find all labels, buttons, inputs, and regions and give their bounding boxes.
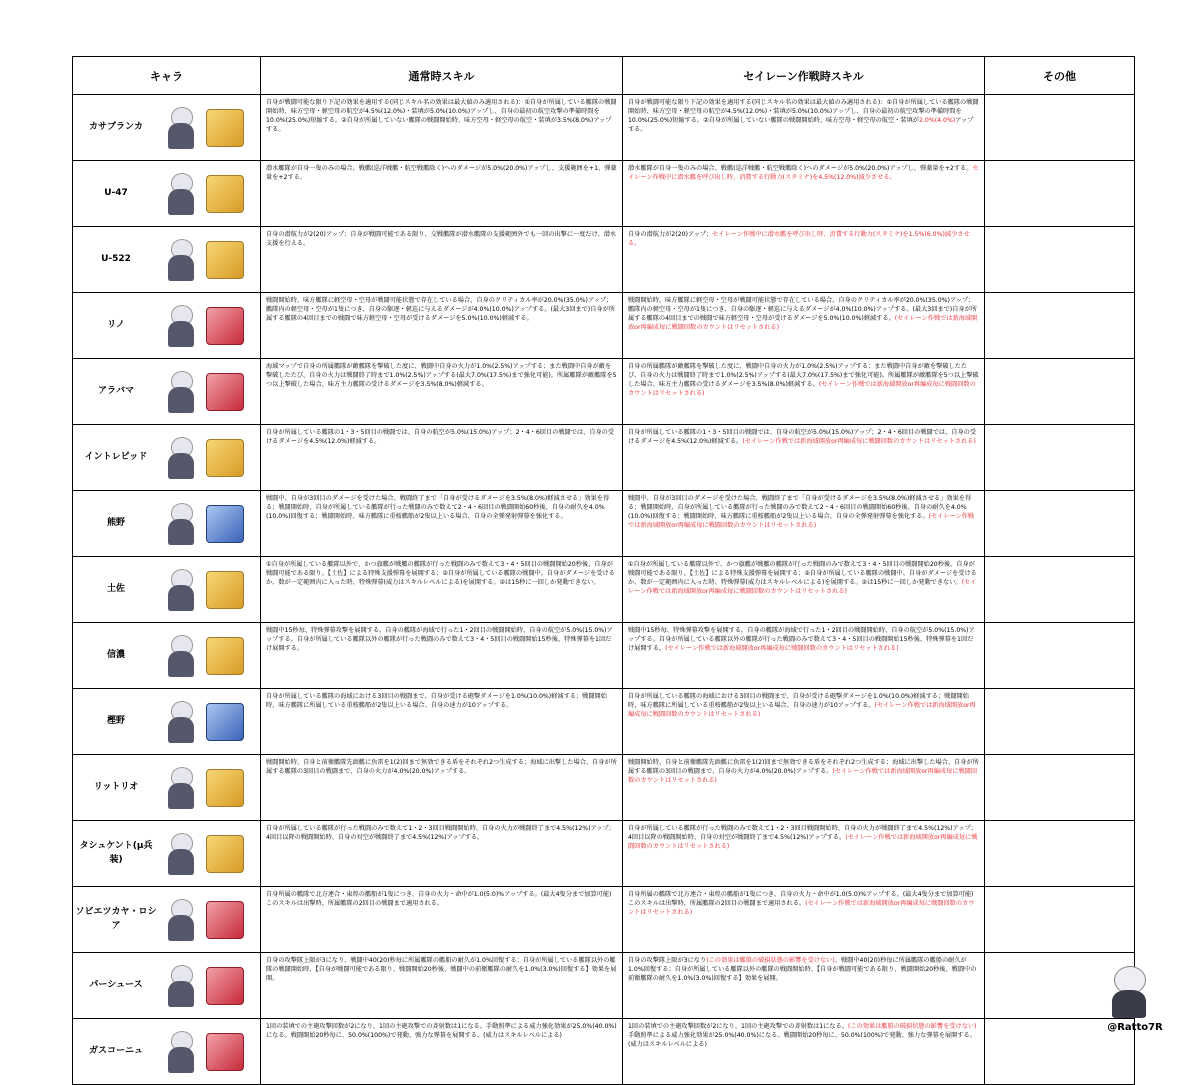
character-portrait <box>159 169 203 219</box>
siren-skill-text: 戦闘開始時、自身と前衛艦隊先頭艦に魚雷を1(2)回まで無効できる盾をそれぞれ2つ生成する；海域に出撃した場合、自身が所属する艦隊の3回目の戦闘まで、自身の火力が4.0%(20.0%)アップする。 <box>628 759 979 775</box>
normal-skill-text: 自身所属の艦隊で北方連合・東煌の艦船が1隻につき、自身の火力・命中が1.0(5.0)%アップする。(最大4隻分まで加算可能) このスキルは出撃時、所属艦隊の2回目の戦闘まで適用される。 <box>261 887 623 953</box>
siren-skill-cell <box>623 821 985 887</box>
siren-skill-note: セイレーン作戦中に潜水艦を呼び出し時、消費する行動力(スタミナ)を4.5%(12.0%)減少させる。 <box>628 165 979 181</box>
table-row <box>73 689 1135 755</box>
table-row <box>73 491 1135 557</box>
other-cell <box>985 689 1135 755</box>
character-name: カサブランカ <box>88 121 143 132</box>
siren-skill-cell <box>623 95 985 161</box>
character-portrait <box>159 103 203 153</box>
siren-skill-cell <box>623 1019 985 1085</box>
siren-skill-cell <box>623 623 985 689</box>
skill-icon <box>206 703 244 741</box>
header-siren-skill: セイレーン作戦時スキル <box>623 57 985 95</box>
other-cell <box>985 491 1135 557</box>
siren-skill-note: セイレーン作戦中に潜水艦を呼び出し時、消費する行動力(スタミナ)を1.5%(6.0%)減少させる。 <box>628 231 970 247</box>
siren-skill-text: 1回の装填での主砲攻撃回数が2になり、1回の主砲攻撃での斉射数は1になる。 <box>628 1023 848 1030</box>
siren-skill-note: (セイレーン作戦では新海域開放or再編成毎に戦闘回数のカウントはリセットされる) <box>628 833 978 850</box>
normal-skill-text: 自身の潜航力が2(20)アップ；自身が戦闘可能である限り、交戦艦隊が潜水艦隊の支援範囲外でも一回の出撃に一度だけ、潜水支援を行える。 <box>261 227 623 293</box>
siren-skill-note: 2.0%(4.0%) <box>919 116 956 124</box>
siren-skill-cell <box>623 293 985 359</box>
character-portrait <box>159 763 203 813</box>
siren-skill-cell <box>623 227 985 293</box>
character-portrait <box>159 697 203 747</box>
siren-skill-text: 潜水艦隊が自身一隻のみの場合、戦艦(巡洋戦艦・航空戦艦除く)へのダメージが5.0%(20.0%)アップし、弾薬量を+2する。 <box>628 165 973 172</box>
character-cell <box>73 1019 261 1085</box>
siren-skill-text: 自身が所属している艦隊の1・3・5回目の戦闘では、自身の航空が5.0%(15.0%)アップ；2・4・6回目の戦闘では、自身の受けるダメージを4.5%(12.0%)軽減する。 <box>628 429 977 445</box>
other-cell <box>985 227 1135 293</box>
character-name: 信濃 <box>106 649 125 660</box>
siren-skill-note: (セイレーン作戦では新海域開放or再編成毎に戦闘回数のカウントはリセットされる) <box>628 578 977 595</box>
character-cell <box>73 953 261 1019</box>
header-chara: キャラ <box>73 57 261 95</box>
skill-icon <box>206 769 244 807</box>
siren-skill-note: (セイレーン作戦では新海域開放or再編成毎に戦闘回数のカウントはリセットされる) <box>628 767 978 784</box>
character-cell <box>73 821 261 887</box>
skills-table <box>72 56 1135 1085</box>
skill-icon <box>206 505 244 543</box>
character-cell <box>73 161 261 227</box>
skill-icon <box>206 637 244 675</box>
siren-skill-text: 戦闘中、自身が3回目のダメージを受けた場合、戦闘終了まで「自身が受けるダメージを3.5%(8.0%)軽減させる」効果を得る；戦闘開始時、自身が所属している艦隊が行った戦闘のみで数えて2・4・6回目の戦闘開始60秒後、自身の耐久を4.0%(10.0%)回復する；戦闘開始時、味方艦隊に重桜艦船が2隻以上いる場合、自身の全弾発射弾幕を強化する。 <box>628 495 972 520</box>
normal-skill-text: 自身が所属している艦隊が行った戦闘のみで数えて1・2・3回目戦闘開始時、自身の火力が戦闘終了まで4.5%(12%)アップ；4回目以降の戦闘開始時、自身の対空が戦闘終了まで4.5%(12%)アップする。 <box>261 821 623 887</box>
character-name: 樫野 <box>106 715 125 726</box>
character-name: ガスコーニュ <box>88 1045 143 1056</box>
character-name: 土佐 <box>106 583 125 594</box>
character-name: リノ <box>107 319 125 330</box>
siren-skill-cell <box>623 689 985 755</box>
skill-icon <box>206 175 244 213</box>
character-portrait <box>159 631 203 681</box>
character-name: U-522 <box>101 253 131 264</box>
skill-icon <box>206 439 244 477</box>
siren-skill-note: (セイレーン作戦では新海域開放or再編成毎に戦闘回数のカウントはリセットされる) <box>628 899 975 916</box>
normal-skill-text: 自身の攻撃隊上限が3になり、戦闘中40(20)秒毎に所属艦隊の艦船の耐久が1.0%回復する；自身が所属している艦隊以外の艦隊の戦闘開始時、【自身が戦闘可能である限り、戦闘開始20秒後、戦闘中の前衛艦隊の耐久を1.0%(3.0%)回復する】効果を展開。 <box>261 953 623 1019</box>
siren-skill-cell <box>623 557 985 623</box>
siren-skill-text: 戦闘中15秒毎、特殊弾幕攻撃を展開する。自身の艦隊が海域で行った1・2回目の戦闘開始時、自身の航空が5.0%(15.0%)アップする。自身が所属している艦隊以外の艦隊が行った戦闘のみで数えて3・4・5回目の戦闘開始15秒後、特殊弾幕を1回だけ展開する。 <box>628 627 975 652</box>
siren-skill-text: 自身所属の艦隊で北方連合・東煌の艦船が1隻につき、自身の火力・命中が1.0(5.0)%アップする。(最大4隻分まで加算可能) このスキルは出撃時、所属艦隊の2回目の戦闘まで適用される。 <box>628 891 974 907</box>
character-name: U-47 <box>104 187 128 198</box>
table-row <box>73 623 1135 689</box>
author-watermark <box>1080 962 1190 1040</box>
siren-skill-tail: 、戦闘中40(20)秒毎に所属艦隊の艦船の耐久が1.0%回復する；自身が所属している艦隊以外の艦隊の戦闘開始時、【自身が戦闘可能である限り、戦闘開始20秒後、戦闘中の前衛艦隊の耐久を1.0%(3.0%)回復する】効果を展開。 <box>628 957 977 982</box>
skill-icon <box>206 1033 244 1071</box>
skill-icon <box>206 373 244 411</box>
skill-icon <box>206 835 244 873</box>
table-row <box>73 887 1135 953</box>
character-cell <box>73 557 261 623</box>
character-portrait <box>159 367 203 417</box>
siren-skill-cell <box>623 887 985 953</box>
normal-skill-text: 戦闘開始時、自身と前衛艦隊先頭艦に魚雷を1(2)回まで無効できる盾をそれぞれ2つ生成する；海域に出撃した場合、自身が所属する艦隊の3回目の戦闘まで、自身の火力が4.0%(20.0%)アップする。 <box>261 755 623 821</box>
skill-icon <box>206 109 244 147</box>
character-portrait <box>159 961 203 1011</box>
table-row <box>73 359 1135 425</box>
normal-skill-text: 潜水艦隊が自身一隻のみの場合、戦艦(巡洋戦艦・航空戦艦除く)へのダメージが5.0%(20.0%)アップし、支援範囲を+1、弾薬量を+2する。 <box>261 161 623 227</box>
header-row <box>73 57 1135 95</box>
table-row <box>73 953 1135 1019</box>
table-row <box>73 161 1135 227</box>
character-portrait <box>159 499 203 549</box>
character-portrait <box>159 565 203 615</box>
normal-skill-text: 海域マップで自身の所属艦隊が敵艦隊を撃破した度に、戦闘中自身の火力が1.0%(2.5%)アップする；また戦闘中自身が敵を撃破したたび、自身の火力は戦闘終了時まで1.0%(2.5%)アップする(最大7.0%(17.5%)まで強化可能)。所属艦隊が敵艦隊を5つ以上撃破した場合、味方主力艦隊の受けるダメージを3.5%(8.0%)軽減する。 <box>261 359 623 425</box>
character-portrait <box>159 829 203 879</box>
siren-skill-note: (セイレーン作戦では新海域開放or再編成毎に戦闘回数のカウントはリセットされる) <box>628 512 975 529</box>
other-cell <box>985 161 1135 227</box>
skill-icon <box>206 307 244 345</box>
character-portrait <box>159 895 203 945</box>
siren-skill-text: 自身の攻撃隊上限が3になり <box>628 957 707 964</box>
siren-skill-note: (セイレーン作戦では新海域開放or再編成毎に戦闘回数のカウントはリセットされる) <box>665 644 899 652</box>
character-portrait <box>159 301 203 351</box>
normal-skill-text: 自身が所属している艦隊の1・3・5回目の戦闘では、自身の航空が5.0%(15.0%)アップ；2・4・6回目の戦闘では、自身の受けるダメージを4.5%(12.0%)軽減する。 <box>261 425 623 491</box>
author-handle: @Ratto7R <box>1107 1022 1163 1033</box>
character-name: パーシュース <box>89 979 143 990</box>
header-normal-skill: 通常時スキル <box>261 57 623 95</box>
siren-skill-cell <box>623 491 985 557</box>
normal-skill-text: 1回の装填での主砲攻撃回数が2になり、1回の主砲攻撃での斉射数は1になる。手動照準による威力強化効果が25.0%(40.0%)になる。戦闘開始20秒毎に、50.0%(100%)で発動、強力な弾幕を展開する。(威力はスキルレベルによる) <box>261 1019 623 1085</box>
table-row <box>73 95 1135 161</box>
character-portrait <box>159 235 203 285</box>
other-cell <box>985 425 1135 491</box>
table-row <box>73 425 1135 491</box>
siren-skill-cell <box>623 953 985 1019</box>
normal-skill-text: 戦闘中15秒毎、特殊弾幕攻撃を展開する。自身の艦隊が海域で行った1・2回目の戦闘開始時、自身の航空が5.0%(15.0%)アップする。自身が所属している艦隊以外の艦隊が行った戦闘のみで数えて3・4・5回目の戦闘開始15秒後、特殊弾幕を1回だけ展開する。 <box>261 623 623 689</box>
character-name: 熊野 <box>106 517 125 528</box>
other-cell <box>985 557 1135 623</box>
siren-skill-tail: アップする。 <box>628 116 974 133</box>
character-cell <box>73 755 261 821</box>
siren-skill-tail: 手動照準による威力強化効果が25.0%(40.0%)になる。戦闘開始20秒毎に、50.0%(100%)で発動、強力な弾幕を展開する。(威力はスキルレベルによる) <box>628 1031 976 1048</box>
skill-icon <box>206 571 244 609</box>
character-cell <box>73 359 261 425</box>
other-cell <box>985 887 1135 953</box>
siren-skill-note: (この効果は艦船の破損状態の影響を受けない) <box>847 1023 977 1030</box>
siren-skill-note: (セイレーン作戦では新海域開放or再編成毎に戦闘回数のカウントはリセットされる) <box>628 314 978 331</box>
normal-skill-text: 戦闘中、自身が3回目のダメージを受けた場合、戦闘終了まで「自身が受けるダメージを3.5%(8.0%)軽減させる」効果を得る；戦闘開始時、自身が所属している艦隊が行った戦闘のみで数えて2・4・6回目の戦闘開始60秒後、自身の耐久を4.0%(10.0%)回復する；戦闘開始時、味方艦隊に重桜艦船が2隻以上いる場合、自身の全弾発射弾幕を強化する。 <box>261 491 623 557</box>
character-cell <box>73 95 261 161</box>
skill-icon <box>206 967 244 1005</box>
siren-skill-text: 自身が戦闘可能な限り下記の効果を適用する(同じスキル名の効果は最大値のみ適用される)：①自身が所属している艦隊の戦闘開始時、味方空母・軽空母の航空が4.5%(12.0%)・装填が5.0%(10.0%)アップし、自身の最初の航空攻撃の準備時間を10.0%(25.0%)短縮する。②自身が所属していない艦隊の戦闘開始時、味方空母・軽空母の航空・装填が <box>628 99 979 124</box>
character-portrait <box>159 1027 203 1077</box>
siren-skill-text: 自身が所属している艦隊が行った戦闘のみで数えて1・2・3回目戦闘開始時、自身の火力が戦闘終了まで4.5%(12%)アップ；4回目以降の戦闘開始時、自身の対空が戦闘終了まで4.5%(12%)アップする。 <box>628 825 977 841</box>
siren-skill-text: 自身の潜航力が2(20)アップ； <box>628 231 713 238</box>
character-cell <box>73 689 261 755</box>
character-name: アラバマ <box>97 385 134 396</box>
skill-icon <box>206 241 244 279</box>
table-row <box>73 755 1135 821</box>
normal-skill-text: 自身が戦闘可能な限り下記の効果を適用する(同じスキル名の効果は最大値のみ適用される)：①自身が所属している艦隊の戦闘開始時、味方空母・軽空母の航空が4.5%(12.0%)・装填が5.0%(10.0%)アップし、自身の最初の航空攻撃の準備時間を10.0%(25.0%)短縮する。②自身が所属していない艦隊の戦闘開始時、味方空母・軽空母の航空・装填が3.5%(8.0%)アップする。 <box>261 95 623 161</box>
other-cell <box>985 95 1135 161</box>
header-other: その他 <box>985 57 1135 95</box>
table-row <box>73 557 1135 623</box>
character-cell <box>73 425 261 491</box>
siren-skill-text: 自身の所属艦隊が敵艦隊を撃破した度に、戦闘中自身の火力が1.0%(2.5%)アップする；また戦闘中自身が敵を撃破したたび、自身の火力は戦闘終了時まで1.0%(2.5%)アップする(最大7.0%(17.5%)まで強化可能)。所属艦隊が敵艦隊を5つ以上撃破した場合、味方主力艦隊の受けるダメージを3.5%(8.0%)軽減する。 <box>628 363 979 388</box>
other-cell <box>985 359 1135 425</box>
other-cell <box>985 755 1135 821</box>
other-cell <box>985 623 1135 689</box>
table-row <box>73 821 1135 887</box>
table-row <box>73 293 1135 359</box>
character-cell <box>73 293 261 359</box>
siren-skill-text: 戦闘開始時、味方艦隊に軽空母・空母が戦闘可能状態で存在している場合、自身のクリティカル率が20.0%(35.0%)アップ；艦隊内の軽空母・空母が1隻につき、自身の駆逐・軽巡に与えるダメージが4.0%(10.0%)アップする。(最大3回まで)自身が所属する艦隊の4回目までの戦闘で味方軽空母・空母が受けるダメージを5.0%(10.0%)軽減する。 <box>628 297 977 322</box>
mascot-chibi-image <box>1102 962 1158 1020</box>
other-cell <box>985 293 1135 359</box>
siren-skill-cell <box>623 161 985 227</box>
normal-skill-text: 戦闘開始時、味方艦隊に軽空母・空母が戦闘可能状態で存在している場合、自身のクリティカル率が20.0%(35.0%)アップ；艦隊内の軽空母・空母が1隻につき、自身の駆逐・軽巡に与えるダメージが4.0%(10.0%)アップする。(最大3回まで)自身が所属する艦隊の4回目までの戦闘で味方軽空母・空母が受けるダメージを5.0%(10.0%)軽減する。 <box>261 293 623 359</box>
character-name: イントレピッド <box>84 451 148 462</box>
siren-skill-note: (セイレーン作戦では新海域開放or再編成毎に戦闘回数のカウントはリセットされる) <box>742 437 976 445</box>
siren-skill-text: ①自身が所属している艦隊以外で、かつ旗艦が戦艦の艦隊が行った戦闘のみで数えて3・4・5回目の戦闘開始20秒後、自身が戦闘可能である限り、【土佐】による特殊支援弾幕を展開する；②自身が所属している艦隊の戦闘中、自身がダメージを受けるか、数が一定範囲内に入った時、特殊弾幕(威力はスキルレベルによる)を展開する。②は15秒に一回しか発動できない。 <box>628 561 977 586</box>
siren-skill-note: (セイレーン作戦では新海域開放or再編成毎に戦闘回数のカウントはリセットされる) <box>628 701 976 718</box>
table-row <box>73 227 1135 293</box>
siren-skill-note: (セイレーン作戦では新海域開放or再編成毎に戦闘回数のカウントはリセットされる) <box>628 380 976 397</box>
character-cell <box>73 887 261 953</box>
table-row <box>73 1019 1135 1085</box>
character-cell <box>73 623 261 689</box>
character-name: ソビエツカヤ・ロシア <box>75 907 157 931</box>
skill-icon <box>206 901 244 939</box>
character-name: タシュケント(μ兵装) <box>79 841 153 865</box>
siren-skill-cell <box>623 359 985 425</box>
character-portrait <box>159 433 203 483</box>
normal-skill-text: ①自身が所属している艦隊以外で、かつ旗艦が戦艦の艦隊が行った戦闘のみで数えて3・4・5回目の戦闘開始20秒後、自身が戦闘可能である限り、【土佐】による特殊支援弾幕を展開する；②自身が所属している艦隊の戦闘中、自身がダメージを受けるか、数が一定範囲内に入った時、特殊弾幕(威力はスキルレベルによる)を展開する。②は15秒に一回しか発動できない。 <box>261 557 623 623</box>
character-cell <box>73 491 261 557</box>
character-name: リットリオ <box>93 781 139 792</box>
siren-skill-note: (この効果は艦船の破損状態の影響を受けない) <box>706 957 835 964</box>
character-cell <box>73 227 261 293</box>
normal-skill-text: 自身が所属している艦隊の海域における3回目の戦闘まで、自身が受ける砲撃ダメージを1.0%(10.0%)軽減する；戦闘開始時、味方艦隊に所属している重桜艦船が2隻以上いる場合、自身の速力が10アップする。 <box>261 689 623 755</box>
siren-skill-text: 自身が所属している艦隊の海域における3回目の戦闘まで、自身が受ける砲撃ダメージを1.0%(10.0%)軽減する；戦闘開始時、味方艦隊に所属している重桜艦船が2隻以上いる場合、自身の速力が10アップする。 <box>628 693 969 709</box>
other-cell <box>985 821 1135 887</box>
siren-skill-cell <box>623 755 985 821</box>
siren-skill-cell <box>623 425 985 491</box>
